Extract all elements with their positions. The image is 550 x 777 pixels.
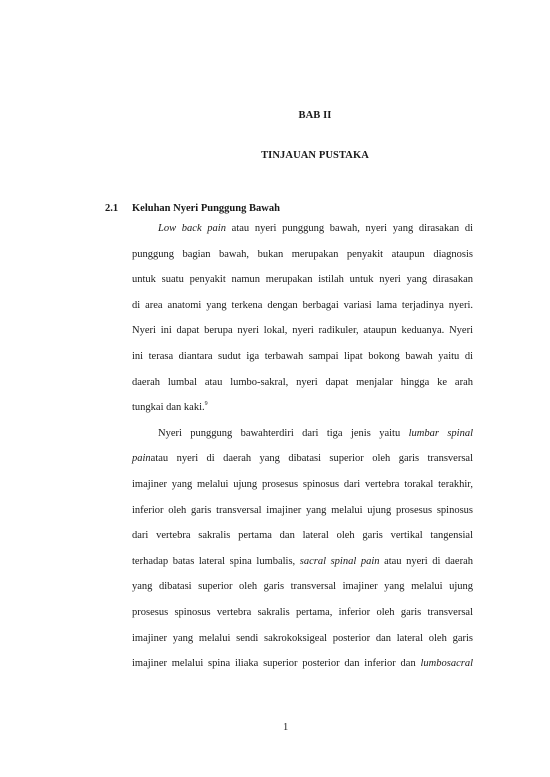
paragraph-line: Low back pain atau nyeri punggung bawah, nyeri yang dirasakan di: [158, 223, 473, 234]
italic-term: pain: [132, 453, 151, 465]
paragraph-line: imajiner yang melalui ujung prosesus spinosus dari vertebra torakal terakhir,: [132, 478, 473, 490]
paragraph-line: prosesus spinosus vertebra sakralis pertama, inferior oleh garis transversal: [132, 606, 473, 618]
paragraph-line: terhadap batas lateral spina lumbalis, sacral spinal pain atau nyeri di daerah: [132, 555, 473, 567]
paragraph-line: Nyeri punggung bawahterdiri dari tiga jenis yaitu lumbar spinal: [158, 427, 473, 439]
paragraph-line: punggung bagian bawah, bukan merupakan penyakit ataupun diagnosis: [132, 248, 473, 260]
paragraph-line: imajiner melalui spina iliaka superior posterior dan inferior dan lumbosacral: [132, 658, 473, 670]
reference-superscript: 9: [204, 401, 208, 408]
chapter-title: TINJAUAN PUSTAKA: [261, 150, 369, 161]
paragraph-2: [132, 421, 473, 677]
paragraph-line: untuk suatu penyakit namun merupakan istilah untuk nyeri yang dirasakan: [132, 274, 473, 286]
paragraph-line: painatau nyeri di daerah yang dibatasi superior oleh garis transversal: [132, 453, 473, 465]
paragraph-line: tungkai dan kaki.$^9$: [132, 401, 208, 414]
section-title: Keluhan Nyeri Punggung Bawah: [132, 203, 280, 214]
paragraph-line: daerah lumbal atau lumbo-sakral, nyeri dapat menjalar hingga ke arah: [132, 376, 473, 388]
section-number: 2.1: [105, 203, 119, 214]
body-text: [132, 216, 473, 677]
paragraph-1: [132, 216, 473, 421]
paragraph-line: inferior oleh garis transversal imajiner yang melalui ujung prosesus spinosus: [132, 504, 473, 516]
chapter-number: BAB II: [298, 110, 332, 121]
paragraph-line: Nyeri ini dapat berupa nyeri lokal, nyeri radikuler, ataupun keduanya. Nyeri: [132, 325, 473, 337]
paragraph-line: yang dibatasi superior oleh garis transversal imajiner yang melalui ujung: [132, 581, 473, 593]
page-number: 1: [283, 722, 289, 733]
section-heading: [105, 203, 280, 214]
italic-term: Low back pain: [158, 223, 226, 234]
paragraph-line: di area anatomi yang terkena dengan berbagai variasi lama terjadinya nyeri.: [132, 299, 473, 311]
italic-term: lumbar spinal: [408, 427, 473, 439]
italic-term: sacral spinal pain: [299, 555, 380, 567]
italic-term: lumbosacral: [420, 658, 473, 670]
paragraph-line: ini terasa diantara sudut iga terbawah sampai lipat bokong bawah yaitu di: [132, 350, 473, 362]
paragraph-line: dari vertebra sakralis pertama dan lateral oleh garis vertikal tangensial: [132, 530, 473, 542]
paragraph-line: imajiner yang melalui sendi sakrokoksigeal posterior dan lateral oleh garis: [132, 632, 473, 644]
